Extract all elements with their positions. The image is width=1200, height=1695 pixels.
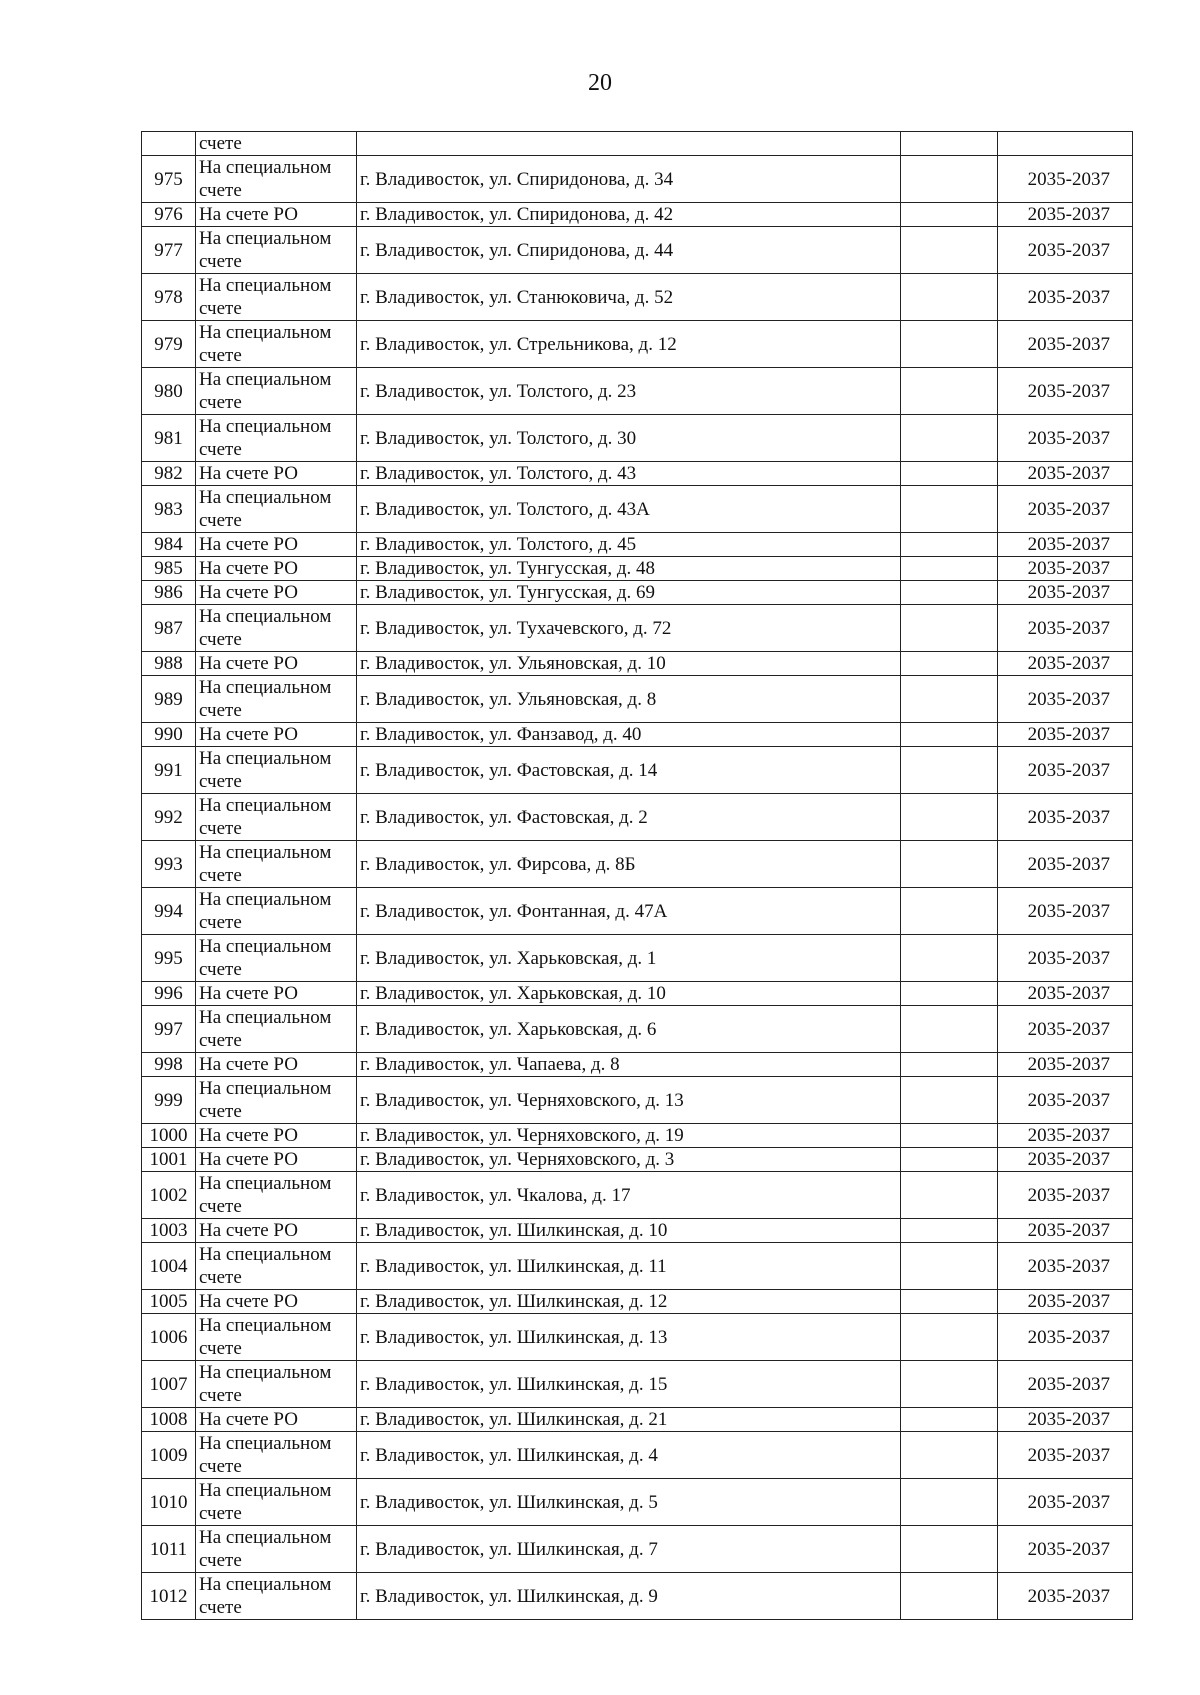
account-line: На специальном [199, 157, 332, 178]
table-row [142, 203, 1133, 227]
cell-number: 996 [142, 982, 196, 1006]
table-row [142, 462, 1133, 486]
table-row [142, 1408, 1133, 1432]
account-line: На счете РО [199, 1149, 298, 1170]
account-line: На счете РО [199, 534, 298, 555]
account-line: На счете РО [199, 1409, 298, 1430]
cell-blank [901, 581, 998, 605]
cell-period: 2035-2037 [998, 368, 1133, 415]
table-row [142, 747, 1133, 794]
table-row [142, 935, 1133, 982]
cell-number: 985 [142, 557, 196, 581]
account-line: счете [199, 1385, 242, 1406]
table-row [142, 1124, 1133, 1148]
cell-period: 2035-2037 [998, 203, 1133, 227]
cell-address: г. Владивосток, ул. Толстого, д. 43 [357, 462, 901, 486]
cell-blank [901, 1219, 998, 1243]
cell-period: 2035-2037 [998, 1479, 1133, 1526]
table-row [142, 274, 1133, 321]
cell-number: 991 [142, 747, 196, 794]
cell-period: 2035-2037 [998, 888, 1133, 935]
cell-address: г. Владивосток, ул. Спиридонова, д. 34 [357, 156, 901, 203]
account-line: На специальном [199, 275, 332, 296]
cell-blank [901, 888, 998, 935]
account-line: счете [199, 510, 242, 531]
table-row [142, 557, 1133, 581]
account-line: На специальном [199, 1574, 332, 1595]
cell-account [196, 1219, 357, 1243]
cell-blank [901, 227, 998, 274]
account-line: На счете РО [199, 983, 298, 1004]
cell-account [196, 935, 357, 982]
cell-blank [901, 1077, 998, 1124]
account-line: счете [199, 629, 242, 650]
cell-address: г. Владивосток, ул. Тунгусская, д. 48 [357, 557, 901, 581]
table-row [142, 676, 1133, 723]
cell-account [196, 841, 357, 888]
cell-period: 2035-2037 [998, 462, 1133, 486]
cell-period: 2035-2037 [998, 415, 1133, 462]
account-line: счете [199, 251, 242, 272]
cell-number: 983 [142, 486, 196, 533]
cell-account [196, 274, 357, 321]
cell-period: 2035-2037 [998, 1006, 1133, 1053]
account-line: счете [199, 439, 242, 460]
cell-blank [901, 1148, 998, 1172]
table-row [142, 794, 1133, 841]
cell-account [196, 1314, 357, 1361]
table-row [142, 581, 1133, 605]
cell-period: 2035-2037 [998, 227, 1133, 274]
cell-blank [901, 1172, 998, 1219]
cell-address: г. Владивосток, ул. Станюковича, д. 52 [357, 274, 901, 321]
cell-address: г. Владивосток, ул. Черняховского, д. 3 [357, 1148, 901, 1172]
cell-number: 1000 [142, 1124, 196, 1148]
account-line: счете [199, 700, 242, 721]
table-row [142, 1053, 1133, 1077]
account-line: счете [199, 180, 242, 201]
cell-number: 1002 [142, 1172, 196, 1219]
account-line: счете [199, 959, 242, 980]
cell-account [196, 533, 357, 557]
cell-number: 988 [142, 652, 196, 676]
cell-blank [901, 1290, 998, 1314]
cell-period: 2035-2037 [998, 676, 1133, 723]
cell-blank [901, 462, 998, 486]
account-line: На счете РО [199, 1291, 298, 1312]
account-line: счете [199, 865, 242, 886]
cell-address: г. Владивосток, ул. Фонтанная, д. 47А [357, 888, 901, 935]
cell-address [357, 132, 901, 156]
cell-address: г. Владивосток, ул. Шилкинская, д. 13 [357, 1314, 901, 1361]
table-row [142, 1479, 1133, 1526]
cell-blank [901, 723, 998, 747]
account-line: На специальном [199, 1527, 332, 1548]
cell-number: 997 [142, 1006, 196, 1053]
table-row [142, 652, 1133, 676]
account-line: счете [199, 1101, 242, 1122]
account-line: На специальном [199, 795, 332, 816]
cell-account [196, 557, 357, 581]
cell-number: 989 [142, 676, 196, 723]
cell-address: г. Владивосток, ул. Харьковская, д. 1 [357, 935, 901, 982]
cell-account [196, 368, 357, 415]
account-line: На специальном [199, 842, 332, 863]
table-row [142, 723, 1133, 747]
cell-number: 975 [142, 156, 196, 203]
cell-period: 2035-2037 [998, 1219, 1133, 1243]
account-line: счете [199, 298, 242, 319]
cell-period: 2035-2037 [998, 1243, 1133, 1290]
cell-number: 986 [142, 581, 196, 605]
account-line: На специальном [199, 487, 332, 508]
account-line: На счете РО [199, 653, 298, 674]
account-line: счете [199, 1267, 242, 1288]
table-row [142, 605, 1133, 652]
cell-account [196, 462, 357, 486]
cell-account [196, 794, 357, 841]
cell-number: 1003 [142, 1219, 196, 1243]
table-row [142, 1432, 1133, 1479]
table-row [142, 156, 1133, 203]
cell-address: г. Владивосток, ул. Шилкинская, д. 4 [357, 1432, 901, 1479]
cell-number: 978 [142, 274, 196, 321]
account-line: счете [199, 912, 242, 933]
account-line: счете [199, 1338, 242, 1359]
account-line: На счете РО [199, 204, 298, 225]
account-line: На специальном [199, 369, 332, 390]
table-row [142, 1219, 1133, 1243]
cell-account [196, 415, 357, 462]
cell-period: 2035-2037 [998, 1526, 1133, 1573]
cell-blank [901, 652, 998, 676]
cell-address: г. Владивосток, ул. Спиридонова, д. 42 [357, 203, 901, 227]
cell-account [196, 652, 357, 676]
cell-address: г. Владивосток, ул. Шилкинская, д. 10 [357, 1219, 901, 1243]
account-line: На счете РО [199, 1125, 298, 1146]
cell-account [196, 982, 357, 1006]
cell-address: г. Владивосток, ул. Харьковская, д. 10 [357, 982, 901, 1006]
cell-address: г. Владивосток, ул. Толстого, д. 45 [357, 533, 901, 557]
cell-blank [901, 935, 998, 982]
cell-period: 2035-2037 [998, 841, 1133, 888]
cell-address: г. Владивосток, ул. Шилкинская, д. 9 [357, 1573, 901, 1620]
cell-account [196, 1148, 357, 1172]
account-line: На счете РО [199, 1220, 298, 1241]
cell-blank [901, 982, 998, 1006]
table-row [142, 1243, 1133, 1290]
account-line: На специальном [199, 228, 332, 249]
cell-number: 1010 [142, 1479, 196, 1526]
cell-number: 1008 [142, 1408, 196, 1432]
cell-number: 1005 [142, 1290, 196, 1314]
cell-account [196, 1361, 357, 1408]
cell-address: г. Владивосток, ул. Черняховского, д. 19 [357, 1124, 901, 1148]
cell-blank [901, 1124, 998, 1148]
cell-number: 990 [142, 723, 196, 747]
cell-period: 2035-2037 [998, 652, 1133, 676]
account-line: счете [199, 1196, 242, 1217]
cell-number: 1011 [142, 1526, 196, 1573]
cell-number: 994 [142, 888, 196, 935]
cell-number: 995 [142, 935, 196, 982]
cell-blank [901, 841, 998, 888]
cell-number: 977 [142, 227, 196, 274]
table-row [142, 1526, 1133, 1573]
cell-address: г. Владивосток, ул. Тухачевского, д. 72 [357, 605, 901, 652]
cell-account [196, 1243, 357, 1290]
cell-address: г. Владивосток, ул. Шилкинская, д. 21 [357, 1408, 901, 1432]
cell-number: 984 [142, 533, 196, 557]
cell-period: 2035-2037 [998, 1124, 1133, 1148]
cell-account [196, 203, 357, 227]
account-line: На специальном [199, 1007, 332, 1028]
cell-blank [901, 747, 998, 794]
account-line: На специальном [199, 1315, 332, 1336]
cell-address: г. Владивосток, ул. Шилкинская, д. 7 [357, 1526, 901, 1573]
cell-address: г. Владивосток, ул. Толстого, д. 43А [357, 486, 901, 533]
cell-period: 2035-2037 [998, 1148, 1133, 1172]
page-number: 20 [588, 70, 612, 96]
cell-period: 2035-2037 [998, 1053, 1133, 1077]
account-line: счете [199, 1550, 242, 1571]
cell-period: 2035-2037 [998, 1573, 1133, 1620]
cell-period: 2035-2037 [998, 1361, 1133, 1408]
cell-number: 980 [142, 368, 196, 415]
cell-period: 2035-2037 [998, 1408, 1133, 1432]
account-line: На счете РО [199, 463, 298, 484]
cell-account [196, 1124, 357, 1148]
cell-blank [901, 794, 998, 841]
cell-number: 999 [142, 1077, 196, 1124]
account-line: счете [199, 345, 242, 366]
cell-blank [901, 533, 998, 557]
cell-account [196, 747, 357, 794]
account-line: счете [199, 392, 242, 413]
cell-address: г. Владивосток, ул. Фастовская, д. 2 [357, 794, 901, 841]
cell-period: 2035-2037 [998, 605, 1133, 652]
cell-address: г. Владивосток, ул. Ульяновская, д. 10 [357, 652, 901, 676]
account-line: На специальном [199, 1244, 332, 1265]
cell-address: г. Владивосток, ул. Черняховского, д. 13 [357, 1077, 901, 1124]
cell-blank [901, 1361, 998, 1408]
table-row [142, 1006, 1133, 1053]
cell-period: 2035-2037 [998, 486, 1133, 533]
cell-blank [901, 1432, 998, 1479]
cell-address: г. Владивосток, ул. Спиридонова, д. 44 [357, 227, 901, 274]
cell-blank [901, 156, 998, 203]
table-row [142, 486, 1133, 533]
cell-number: 1006 [142, 1314, 196, 1361]
cell-period: 2035-2037 [998, 1172, 1133, 1219]
table-row [142, 888, 1133, 935]
cell-account [196, 1573, 357, 1620]
cell-blank [901, 1479, 998, 1526]
cell-account [196, 1172, 357, 1219]
cell-period: 2035-2037 [998, 982, 1133, 1006]
account-line: На специальном [199, 1480, 332, 1501]
cell-number: 979 [142, 321, 196, 368]
cell-blank [901, 1053, 998, 1077]
cell-address: г. Владивосток, ул. Шилкинская, д. 11 [357, 1243, 901, 1290]
cell-period [998, 132, 1133, 156]
table-row [142, 841, 1133, 888]
cell-period: 2035-2037 [998, 321, 1133, 368]
cell-number: 992 [142, 794, 196, 841]
continuation-row [142, 132, 1133, 156]
account-line: На специальном [199, 936, 332, 957]
account-line: счете [199, 818, 242, 839]
account-line: На счете РО [199, 724, 298, 745]
cell-blank [901, 274, 998, 321]
table-row [142, 1290, 1133, 1314]
cell-account [196, 1526, 357, 1573]
cell-address: г. Владивосток, ул. Чкалова, д. 17 [357, 1172, 901, 1219]
cell-address: г. Владивосток, ул. Толстого, д. 23 [357, 368, 901, 415]
account-line: На специальном [199, 1078, 332, 1099]
cell-period: 2035-2037 [998, 274, 1133, 321]
cell-blank [901, 1573, 998, 1620]
table-row [142, 1314, 1133, 1361]
account-line: На специальном [199, 416, 332, 437]
cell-blank [901, 1314, 998, 1361]
cell-address: г. Владивосток, ул. Чапаева, д. 8 [357, 1053, 901, 1077]
cell-account [196, 227, 357, 274]
cell-account [196, 888, 357, 935]
cell-address: г. Владивосток, ул. Толстого, д. 30 [357, 415, 901, 462]
cell-number: 998 [142, 1053, 196, 1077]
cell-account [196, 1006, 357, 1053]
cell-address: г. Владивосток, ул. Ульяновская, д. 8 [357, 676, 901, 723]
cell-account [196, 1479, 357, 1526]
cell-account [196, 581, 357, 605]
cell-blank [901, 486, 998, 533]
registry-table-body [142, 132, 1133, 1620]
table-row [142, 1573, 1133, 1620]
account-line: На специальном [199, 606, 332, 627]
cell-number: 1007 [142, 1361, 196, 1408]
cell-blank [901, 321, 998, 368]
cell-period: 2035-2037 [998, 533, 1133, 557]
cell-period: 2035-2037 [998, 156, 1133, 203]
cell-blank [901, 1006, 998, 1053]
cell-number: 1009 [142, 1432, 196, 1479]
cell-account: счете [196, 132, 357, 156]
cell-blank [901, 676, 998, 723]
cell-period: 2035-2037 [998, 935, 1133, 982]
cell-period: 2035-2037 [998, 1077, 1133, 1124]
table-row [142, 415, 1133, 462]
cell-period: 2035-2037 [998, 1432, 1133, 1479]
table-row [142, 227, 1133, 274]
table-row [142, 368, 1133, 415]
cell-account [196, 1053, 357, 1077]
cell-account [196, 1408, 357, 1432]
account-line: На специальном [199, 889, 332, 910]
cell-blank [901, 1408, 998, 1432]
cell-account [196, 605, 357, 652]
cell-number: 1012 [142, 1573, 196, 1620]
cell-number: 1004 [142, 1243, 196, 1290]
cell-blank [901, 415, 998, 462]
registry-table [141, 131, 1133, 1620]
cell-account [196, 723, 357, 747]
cell-number: 1001 [142, 1148, 196, 1172]
cell-period: 2035-2037 [998, 581, 1133, 605]
table-row [142, 1148, 1133, 1172]
cell-period: 2035-2037 [998, 723, 1133, 747]
cell-blank [901, 132, 998, 156]
cell-period: 2035-2037 [998, 1290, 1133, 1314]
cell-number: 976 [142, 203, 196, 227]
cell-number: 982 [142, 462, 196, 486]
cell-account [196, 321, 357, 368]
account-line: счете [199, 1456, 242, 1477]
account-line: На специальном [199, 1433, 332, 1454]
cell-address: г. Владивосток, ул. Фастовская, д. 14 [357, 747, 901, 794]
table-row [142, 1361, 1133, 1408]
account-line: На специальном [199, 322, 332, 343]
account-line: счете [199, 1030, 242, 1051]
table-row [142, 1172, 1133, 1219]
table-row [142, 533, 1133, 557]
cell-address: г. Владивосток, ул. Харьковская, д. 6 [357, 1006, 901, 1053]
cell-blank [901, 368, 998, 415]
cell-number [142, 132, 196, 156]
cell-period: 2035-2037 [998, 747, 1133, 794]
cell-address: г. Владивосток, ул. Стрельникова, д. 12 [357, 321, 901, 368]
cell-blank [901, 1243, 998, 1290]
cell-account [196, 156, 357, 203]
cell-account [196, 1290, 357, 1314]
account-line: счете [199, 1503, 242, 1524]
cell-address: г. Владивосток, ул. Шилкинская, д. 12 [357, 1290, 901, 1314]
account-line: На специальном [199, 748, 332, 769]
account-line: На специальном [199, 1362, 332, 1383]
account-line: счете [199, 1597, 242, 1618]
table-row [142, 1077, 1133, 1124]
account-line: На счете РО [199, 582, 298, 603]
cell-number: 987 [142, 605, 196, 652]
account-line: На счете РО [199, 1054, 298, 1075]
cell-address: г. Владивосток, ул. Шилкинская, д. 5 [357, 1479, 901, 1526]
cell-account [196, 1432, 357, 1479]
cell-account [196, 486, 357, 533]
cell-blank [901, 605, 998, 652]
account-line: На специальном [199, 1173, 332, 1194]
cell-period: 2035-2037 [998, 794, 1133, 841]
cell-period: 2035-2037 [998, 557, 1133, 581]
cell-number: 993 [142, 841, 196, 888]
account-line: счете [199, 771, 242, 792]
account-line: На специальном [199, 677, 332, 698]
cell-blank [901, 557, 998, 581]
cell-period: 2035-2037 [998, 1314, 1133, 1361]
table-row [142, 321, 1133, 368]
cell-address: г. Владивосток, ул. Фирсова, д. 8Б [357, 841, 901, 888]
account-line: На счете РО [199, 558, 298, 579]
cell-address: г. Владивосток, ул. Фанзавод, д. 40 [357, 723, 901, 747]
table-row [142, 982, 1133, 1006]
cell-account [196, 676, 357, 723]
cell-number: 981 [142, 415, 196, 462]
cell-blank [901, 203, 998, 227]
cell-address: г. Владивосток, ул. Шилкинская, д. 15 [357, 1361, 901, 1408]
cell-address: г. Владивосток, ул. Тунгусская, д. 69 [357, 581, 901, 605]
cell-account [196, 1077, 357, 1124]
cell-blank [901, 1526, 998, 1573]
